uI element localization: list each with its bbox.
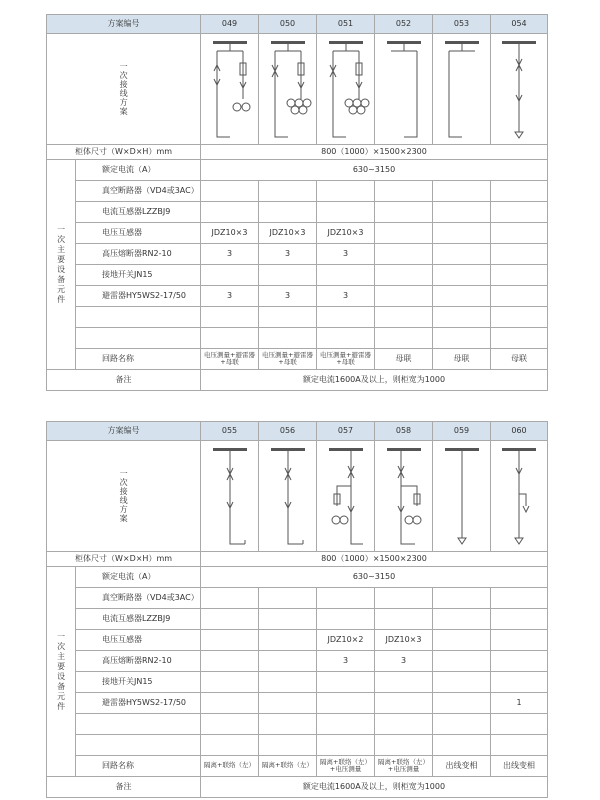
- cell: [433, 265, 491, 286]
- cell: [491, 735, 548, 756]
- cell: [259, 630, 317, 651]
- diagram-053: [433, 34, 491, 145]
- cell: [317, 588, 375, 609]
- wiring-diagram-icon: [437, 444, 487, 548]
- row-label: 电压互感器: [76, 223, 201, 244]
- cell: [433, 714, 491, 735]
- wiring-diagram-icon: [494, 37, 544, 141]
- size-row: [47, 145, 548, 160]
- note-label: 备注: [47, 370, 201, 391]
- table-row: [47, 693, 548, 714]
- diagram-054: [491, 34, 548, 145]
- cell: [491, 609, 548, 630]
- cell: [317, 181, 375, 202]
- table-row: [47, 328, 548, 349]
- note-value: 额定电流1600A及以上，则柜宽为1000: [201, 777, 548, 798]
- size-label: 柜体尺寸（W×D×H）mm: [47, 145, 201, 160]
- cell: [433, 202, 491, 223]
- cell: [375, 265, 433, 286]
- diagram-052: [375, 34, 433, 145]
- cell: 3: [317, 244, 375, 265]
- cell: JDZ10×3: [375, 630, 433, 651]
- cell: [259, 714, 317, 735]
- group-label-cell: [47, 567, 76, 777]
- table-row: [47, 307, 548, 328]
- size-value: 800（1000）×1500×2300: [201, 552, 548, 567]
- cell: [375, 223, 433, 244]
- circuit-name: 出线变相: [433, 756, 491, 777]
- circuit-name: 隔离+联络（左）+电压测量: [375, 756, 433, 777]
- cell: [259, 651, 317, 672]
- header-row: [47, 15, 548, 34]
- cell: [201, 672, 259, 693]
- table-row: [47, 588, 548, 609]
- group-label: 一次主要设备元件: [56, 631, 66, 712]
- scheme-number-label: 方案编号: [47, 15, 201, 34]
- cell: JDZ10×3: [201, 223, 259, 244]
- row-label: [76, 328, 201, 349]
- note-row: [47, 777, 548, 798]
- diagram-label: 一次接线方案: [119, 62, 129, 116]
- scheme-055: 055: [201, 422, 259, 441]
- cell: [491, 588, 548, 609]
- cell: [259, 202, 317, 223]
- note-row: [47, 370, 548, 391]
- cell: [433, 244, 491, 265]
- table-row: [47, 630, 548, 651]
- wiring-diagram-icon: [379, 444, 429, 548]
- group-label: 一次主要设备元件: [56, 224, 66, 305]
- cell: [375, 735, 433, 756]
- row-label: 电流互感器LZZBJ9: [76, 609, 201, 630]
- table-row: [47, 181, 548, 202]
- circuit-name: 电压测量+避雷器+母联: [317, 349, 375, 370]
- wiring-diagram-icon: [494, 444, 544, 548]
- circuit-name: 母联: [491, 349, 548, 370]
- cell: [259, 609, 317, 630]
- wiring-diagram-icon: [379, 37, 429, 141]
- scheme-table-1: [46, 14, 548, 391]
- cell: [201, 588, 259, 609]
- cell: [201, 651, 259, 672]
- circuit-label: 回路名称: [76, 349, 201, 370]
- cell: [375, 328, 433, 349]
- scheme-049: 049: [201, 15, 259, 34]
- scheme-057: 057: [317, 422, 375, 441]
- diagram-058: [375, 441, 433, 552]
- cell: [491, 328, 548, 349]
- cell: 3: [317, 651, 375, 672]
- row-label: 避雷器HY5WS2-17/50: [76, 286, 201, 307]
- wiring-diagram-icon: [321, 37, 371, 141]
- diagram-060: [491, 441, 548, 552]
- cell: 3: [375, 651, 433, 672]
- cell: [375, 307, 433, 328]
- cell: [317, 735, 375, 756]
- cell: [259, 181, 317, 202]
- cell: [433, 307, 491, 328]
- diagram-050: [259, 34, 317, 145]
- rated-current-label: 额定电流（A）: [76, 567, 201, 588]
- cell: [201, 265, 259, 286]
- scheme-050: 050: [259, 15, 317, 34]
- cell: [201, 202, 259, 223]
- cell: [259, 672, 317, 693]
- cell: 1: [491, 693, 548, 714]
- cell: [317, 328, 375, 349]
- circuit-name-row: [47, 756, 548, 777]
- diagram-label-cell: [47, 441, 201, 552]
- cell: [375, 181, 433, 202]
- cell: [491, 244, 548, 265]
- row-label: 真空断路器（VD4或3AC）: [76, 181, 201, 202]
- wiring-diagram-icon: [321, 444, 371, 548]
- circuit-name: 隔离+联络（左）+电压测量: [317, 756, 375, 777]
- cell: [259, 307, 317, 328]
- diagram-row: [47, 34, 548, 145]
- cell: JDZ10×3: [259, 223, 317, 244]
- cell: JDZ10×3: [317, 223, 375, 244]
- cell: [375, 714, 433, 735]
- cell: [491, 286, 548, 307]
- row-label: 接地开关JN15: [76, 672, 201, 693]
- cell: [317, 609, 375, 630]
- row-label: 电压互感器: [76, 630, 201, 651]
- size-value: 800（1000）×1500×2300: [201, 145, 548, 160]
- scheme-number-label: 方案编号: [47, 422, 201, 441]
- cell: [317, 265, 375, 286]
- circuit-name: 电压测量+避雷器+母联: [201, 349, 259, 370]
- diagram-049: [201, 34, 259, 145]
- row-label: 真空断路器（VD4或3AC）: [76, 588, 201, 609]
- cell: [491, 223, 548, 244]
- row-label: 高压熔断器RN2-10: [76, 244, 201, 265]
- scheme-060: 060: [491, 422, 548, 441]
- cell: [491, 630, 548, 651]
- cell: [201, 714, 259, 735]
- cell: [491, 202, 548, 223]
- rated-current-row: [47, 160, 548, 181]
- scheme-059: 059: [433, 422, 491, 441]
- scheme-table-2: [46, 421, 548, 798]
- row-label: 电流互感器LZZBJ9: [76, 202, 201, 223]
- cell: [433, 223, 491, 244]
- circuit-name: 隔离+联络（左）: [201, 756, 259, 777]
- cell: [201, 307, 259, 328]
- cell: [317, 714, 375, 735]
- table-row: [47, 609, 548, 630]
- cell: [433, 609, 491, 630]
- cell: 3: [259, 244, 317, 265]
- cell: [491, 307, 548, 328]
- cell: [201, 630, 259, 651]
- cell: [259, 693, 317, 714]
- cell: [259, 735, 317, 756]
- cell: [491, 265, 548, 286]
- table-row: [47, 286, 548, 307]
- cell: [433, 672, 491, 693]
- scheme-056: 056: [259, 422, 317, 441]
- cell: [433, 735, 491, 756]
- wiring-diagram-icon: [263, 444, 313, 548]
- cell: [375, 672, 433, 693]
- header-row: [47, 422, 548, 441]
- circuit-name: 母联: [375, 349, 433, 370]
- scheme-058: 058: [375, 422, 433, 441]
- cell: [433, 181, 491, 202]
- rated-current-label: 额定电流（A）: [76, 160, 201, 181]
- cell: [317, 307, 375, 328]
- table-row: [47, 714, 548, 735]
- cell: 3: [317, 286, 375, 307]
- cell: [201, 693, 259, 714]
- row-label: [76, 307, 201, 328]
- table-row: [47, 735, 548, 756]
- cell: [433, 286, 491, 307]
- row-label: 接地开关JN15: [76, 265, 201, 286]
- cell: [491, 651, 548, 672]
- rated-current-value: 630~3150: [201, 567, 548, 588]
- circuit-name: 出线变相: [491, 756, 548, 777]
- circuit-name: 母联: [433, 349, 491, 370]
- cell: [201, 609, 259, 630]
- cell: [201, 328, 259, 349]
- size-row: [47, 552, 548, 567]
- cell: [317, 202, 375, 223]
- cell: [259, 588, 317, 609]
- table-row: [47, 244, 548, 265]
- cell: 3: [201, 286, 259, 307]
- cell: JDZ10×2: [317, 630, 375, 651]
- cell: [433, 630, 491, 651]
- cell: 3: [259, 286, 317, 307]
- table-row: [47, 672, 548, 693]
- scheme-054: 054: [491, 15, 548, 34]
- size-label: 柜体尺寸（W×D×H）mm: [47, 552, 201, 567]
- diagram-051: [317, 34, 375, 145]
- cell: [259, 265, 317, 286]
- cell: [491, 181, 548, 202]
- row-label: 高压熔断器RN2-10: [76, 651, 201, 672]
- circuit-name: 电压测量+避雷器+母联: [259, 349, 317, 370]
- row-label: [76, 735, 201, 756]
- diagram-059: [433, 441, 491, 552]
- circuit-name: 隔离+联络（左）: [259, 756, 317, 777]
- cell: [491, 714, 548, 735]
- cell: [375, 202, 433, 223]
- cell: [201, 181, 259, 202]
- scheme-052: 052: [375, 15, 433, 34]
- table-row: [47, 202, 548, 223]
- cell: 3: [201, 244, 259, 265]
- cell: [375, 609, 433, 630]
- cell: [375, 693, 433, 714]
- cell: [433, 588, 491, 609]
- cell: [375, 244, 433, 265]
- diagram-label-cell: [47, 34, 201, 145]
- rated-current-value: 630~3150: [201, 160, 548, 181]
- scheme-053: 053: [433, 15, 491, 34]
- wiring-diagram-icon: [205, 37, 255, 141]
- circuit-label: 回路名称: [76, 756, 201, 777]
- rated-current-row: [47, 567, 548, 588]
- cell: [259, 328, 317, 349]
- group-label-cell: [47, 160, 76, 370]
- diagram-056: [259, 441, 317, 552]
- note-value: 额定电流1600A及以上，则柜宽为1000: [201, 370, 548, 391]
- diagram-row: [47, 441, 548, 552]
- diagram-label: 一次接线方案: [119, 469, 129, 523]
- cell: [375, 286, 433, 307]
- table-row: [47, 265, 548, 286]
- cell: [201, 735, 259, 756]
- row-label: 避雷器HY5WS2-17/50: [76, 693, 201, 714]
- row-label: [76, 714, 201, 735]
- scheme-051: 051: [317, 15, 375, 34]
- table-row: [47, 651, 548, 672]
- wiring-diagram-icon: [437, 37, 487, 141]
- cell: [317, 693, 375, 714]
- cell: [491, 672, 548, 693]
- diagram-057: [317, 441, 375, 552]
- cell: [433, 693, 491, 714]
- circuit-name-row: [47, 349, 548, 370]
- wiring-diagram-icon: [205, 444, 255, 548]
- table-row: [47, 223, 548, 244]
- diagram-055: [201, 441, 259, 552]
- cell: [433, 328, 491, 349]
- cell: [317, 672, 375, 693]
- cell: [375, 588, 433, 609]
- wiring-diagram-icon: [263, 37, 313, 141]
- note-label: 备注: [47, 777, 201, 798]
- cell: [433, 651, 491, 672]
